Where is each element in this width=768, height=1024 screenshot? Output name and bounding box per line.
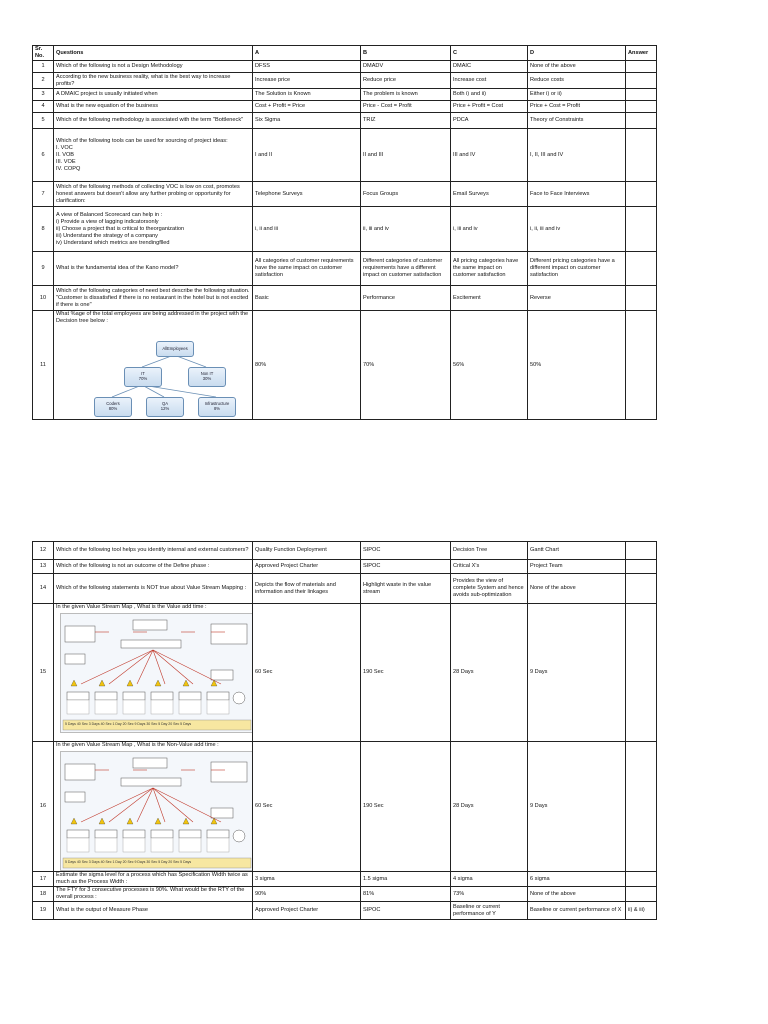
table-row (33, 604, 657, 742)
option-a: Increase price (253, 73, 361, 89)
data-box (95, 700, 117, 714)
option-c: All pricing categories have the same impact on customer satisfaction (451, 252, 528, 286)
col-header-d: D (528, 46, 626, 61)
questions-table-2 (32, 541, 657, 920)
answer-cell (626, 542, 657, 560)
row-number: 3 (33, 89, 54, 101)
process-box (207, 692, 229, 700)
control-box (133, 758, 167, 768)
question-text: A DMAIC project is usually initiated when (54, 89, 253, 101)
row-number: 13 (33, 560, 54, 574)
col-header-c: C (451, 46, 528, 61)
answer-cell (626, 73, 657, 89)
table-row (33, 129, 657, 182)
table-row (33, 872, 657, 887)
option-d: Reduce costs (528, 73, 626, 89)
option-c: 73% (451, 887, 528, 902)
row-number: 1 (33, 61, 54, 73)
answer-cell (626, 101, 657, 113)
option-a: The Solution is Known (253, 89, 361, 101)
option-c: Email Surveys (451, 182, 528, 207)
row-number: 6 (33, 129, 54, 182)
option-b: SIPOC (361, 560, 451, 574)
question-text (54, 742, 253, 872)
decision-tree-figure (94, 333, 253, 419)
data-box (67, 838, 89, 852)
tree-node-percent: 70% (138, 376, 148, 381)
option-a: All categories of customer requirements have the same impact on customer satisfaction (253, 252, 361, 286)
inventory-triangle (211, 818, 217, 824)
tree-node-label: QA (161, 401, 169, 406)
row-number: 7 (33, 182, 54, 207)
option-b: Reduce price (361, 73, 451, 89)
row-number: 2 (33, 73, 54, 89)
inventory-triangle (71, 680, 77, 686)
option-b: 81% (361, 887, 451, 902)
option-b: The problem is known (361, 89, 451, 101)
table-row (33, 252, 657, 286)
question-text: Which of the following statements is NOT true about Value Stream Mapping : (54, 574, 253, 604)
schedule-box (121, 640, 181, 648)
supplier-box (65, 764, 95, 780)
table-row (33, 560, 657, 574)
tree-node-nonit (188, 367, 226, 387)
answer-cell (626, 311, 657, 420)
option-a: 60 Sec (253, 742, 361, 872)
option-c: Increase cost (451, 73, 528, 89)
option-c: Critical X's (451, 560, 528, 574)
option-d: 9 Days (528, 604, 626, 742)
question-text: In the given Value Stream Map , What is the Non-Value add time : (56, 742, 219, 748)
info-arrow (81, 650, 153, 684)
answer-cell (626, 560, 657, 574)
option-a: DFSS (253, 61, 361, 73)
question-text: Which of the following tools can be used for sourcing of project ideas: I. VOC II. VOB III. VOE IV. COPQ (54, 129, 253, 182)
schedule-box (121, 778, 181, 786)
option-b: Different categories of customer requirements have a different impact on customer satisfaction (361, 252, 451, 286)
answer-cell (626, 252, 657, 286)
timeline-label: 5 Days 40 Sec 3 Days 40 Sec 1 Day 20 Sec 9 Days 30 Sec 5 Day 20 Sec 5 Days (65, 722, 192, 726)
timeline-label: 5 Days 40 Sec 3 Days 40 Sec 1 Day 20 Sec 9 Days 30 Sec 5 Day 20 Sec 5 Days (65, 860, 192, 864)
option-d: i, ii, iii and iv (528, 207, 626, 252)
col-header-sr: Sr. No. (33, 46, 54, 61)
tree-node-label: Infrastructure (204, 401, 230, 406)
question-text: In the given Value Stream Map , What is the Value add time : (56, 604, 207, 610)
answer-cell: ii) & iii) (626, 902, 657, 920)
table-row (33, 902, 657, 920)
customer-circle (233, 830, 245, 842)
question-text: According to the new business reality, what is the best way to increase profits? (54, 73, 253, 89)
data-box (123, 838, 145, 852)
data-box (123, 700, 145, 714)
option-a: Telephone Surveys (253, 182, 361, 207)
table-row (33, 207, 657, 252)
option-d: Face to Face Interviews (528, 182, 626, 207)
table-row (33, 542, 657, 560)
table-row (33, 286, 657, 311)
tree-node-it (124, 367, 162, 387)
answer-cell (626, 604, 657, 742)
process-box (67, 830, 89, 838)
table-row (33, 113, 657, 129)
option-c: 28 Days (451, 604, 528, 742)
option-a: 80% (253, 311, 361, 420)
inventory-triangle (211, 680, 217, 686)
tree-node-coders (94, 397, 132, 417)
option-c: DMAIC (451, 61, 528, 73)
option-a: Quality Function Deployment (253, 542, 361, 560)
option-b: 190 Sec (361, 604, 451, 742)
table-row (33, 89, 657, 101)
customer-box (211, 762, 247, 782)
question-text: What is the output of Measure Phase (54, 902, 253, 920)
answer-cell (626, 113, 657, 129)
row-number: 17 (33, 872, 54, 887)
question-text: What is the fundamental idea of the Kano model? (54, 252, 253, 286)
row-number: 15 (33, 604, 54, 742)
process-box (179, 830, 201, 838)
option-d: None of the above (528, 887, 626, 902)
question-text: What %age of the total employees are being addressed in the project with the Decision tree below : (56, 311, 249, 324)
question-text: A view of Balanced Scorecard can help in : i) Provide a view of lagging indicatorsonly ii) Choose a project that is critical to theorganization iii) Understand the strategy of a company iv) Understand which metrics are trendingflled (54, 207, 253, 252)
tree-node-percent: 12% (160, 406, 170, 411)
option-c: III and IV (451, 129, 528, 182)
option-d: I, II, III and IV (528, 129, 626, 182)
table-row (33, 742, 657, 872)
option-b: SIPOC (361, 902, 451, 920)
option-b: DMADV (361, 61, 451, 73)
process-box (151, 830, 173, 838)
option-a: i, ii and iii (253, 207, 361, 252)
answer-cell (626, 286, 657, 311)
tree-node-label: AllEmployees (162, 346, 188, 351)
answer-cell (626, 574, 657, 604)
info-arrow (109, 650, 153, 684)
option-a: I and II (253, 129, 361, 182)
option-c: 56% (451, 311, 528, 420)
option-b: Price - Cost = Profit (361, 101, 451, 113)
customer-box (211, 624, 247, 644)
answer-cell (626, 207, 657, 252)
col-header-answer: Answer (626, 46, 657, 61)
question-text: Which of the following methodology is associated with the term "Bottleneck" (54, 113, 253, 129)
value-stream-map-figure (60, 613, 253, 733)
info-arrow (137, 650, 153, 684)
process-box (179, 692, 201, 700)
process-box (123, 692, 145, 700)
data-box (179, 838, 201, 852)
option-d: Different pricing categories have a different impact on customer satisfaction (528, 252, 626, 286)
option-b: 190 Sec (361, 742, 451, 872)
truck-box (65, 654, 85, 664)
row-number: 10 (33, 286, 54, 311)
option-c: 28 Days (451, 742, 528, 872)
inventory-triangle (183, 680, 189, 686)
table-row (33, 61, 657, 73)
data-box (151, 700, 173, 714)
process-box (67, 692, 89, 700)
data-box (67, 700, 89, 714)
option-a: Depicts the flow of materials and information and their linkages (253, 574, 361, 604)
answer-cell (626, 742, 657, 872)
table-row (33, 73, 657, 89)
option-b: II and III (361, 129, 451, 182)
header-row (33, 46, 657, 61)
option-b: Focus Groups (361, 182, 451, 207)
data-box (151, 838, 173, 852)
table-row (33, 311, 657, 420)
process-box (95, 830, 117, 838)
answer-cell (626, 182, 657, 207)
option-d: 9 Days (528, 742, 626, 872)
option-d: Project Team (528, 560, 626, 574)
question-text: Estimate the sigma level for a process which has Specification Width twice as much as the Process Width : (54, 872, 253, 887)
option-c: Baseline or current performance of Y (451, 902, 528, 920)
option-c: Both i) and ii) (451, 89, 528, 101)
option-d: Gantt Chart (528, 542, 626, 560)
value-stream-map-figure (60, 751, 253, 871)
col-header-b: B (361, 46, 451, 61)
option-c: PDCA (451, 113, 528, 129)
option-c: Price + Profit = Cost (451, 101, 528, 113)
customer-circle (233, 692, 245, 704)
question-text: The FTY for 3 consecutive processes is 90%. What would be the RTY of the overall process : (54, 887, 253, 902)
data-box (207, 838, 229, 852)
option-b: ii, iii and iv (361, 207, 451, 252)
info-arrow (109, 788, 153, 822)
tree-node-percent: 30% (202, 376, 212, 381)
option-c: Provides the view of complete System and hence avoids sub-optimization (451, 574, 528, 604)
option-d: Theory of Constraints (528, 113, 626, 129)
col-header-a: A (253, 46, 361, 61)
questions-table-1 (32, 45, 657, 420)
info-arrow (137, 788, 153, 822)
table-row (33, 182, 657, 207)
tree-node-percent: 8% (213, 406, 221, 411)
process-box (123, 830, 145, 838)
data-box (95, 838, 117, 852)
question-text (54, 604, 253, 742)
inventory-triangle (155, 680, 161, 686)
question-text (54, 311, 253, 420)
option-d: None of the above (528, 61, 626, 73)
row-number: 11 (33, 311, 54, 420)
tree-node-infra (198, 397, 236, 417)
option-c: 4 sigma (451, 872, 528, 887)
option-b: 1.5 sigma (361, 872, 451, 887)
inventory-triangle (127, 818, 133, 824)
option-d: Either i) or ii) (528, 89, 626, 101)
option-a: Basic (253, 286, 361, 311)
question-text: Which of the following categories of need best describe the following situation. "Customer is dissatisfied if there is no restaurant in the hotel but is not excited if there is one" (54, 286, 253, 311)
data-box (207, 700, 229, 714)
row-number: 14 (33, 574, 54, 604)
option-a: 60 Sec (253, 604, 361, 742)
option-b: Performance (361, 286, 451, 311)
tree-node-qa (146, 397, 184, 417)
option-a: Approved Project Charter (253, 902, 361, 920)
inventory-triangle (71, 818, 77, 824)
option-d: Baseline or current performance of X (528, 902, 626, 920)
answer-cell (626, 89, 657, 101)
process-box (151, 692, 173, 700)
tree-node-root (156, 341, 194, 357)
row-number: 16 (33, 742, 54, 872)
option-d: 50% (528, 311, 626, 420)
question-text: Which of the following tool helps you identify internal and external customers? (54, 542, 253, 560)
tree-node-label: IT (141, 371, 145, 376)
option-c: i, iii and iv (451, 207, 528, 252)
option-b: 70% (361, 311, 451, 420)
table-row (33, 101, 657, 113)
tree-node-label: Coders (106, 401, 120, 406)
table-row (33, 574, 657, 604)
row-number: 4 (33, 101, 54, 113)
option-d: None of the above (528, 574, 626, 604)
option-b: TRIZ (361, 113, 451, 129)
option-d: Reverse (528, 286, 626, 311)
col-header-questions: Questions (54, 46, 253, 61)
row-number: 18 (33, 887, 54, 902)
row-number: 5 (33, 113, 54, 129)
shipping-box (211, 670, 233, 680)
inventory-triangle (155, 818, 161, 824)
inventory-triangle (99, 680, 105, 686)
control-box (133, 620, 167, 630)
inventory-triangle (183, 818, 189, 824)
process-box (207, 830, 229, 838)
option-d: 6 sigma (528, 872, 626, 887)
option-c: Excitement (451, 286, 528, 311)
info-arrow (81, 788, 153, 822)
option-b: Highlight waste in the value stream (361, 574, 451, 604)
option-a: Six Sigma (253, 113, 361, 129)
option-a: Approved Project Charter (253, 560, 361, 574)
truck-box (65, 792, 85, 802)
row-number: 19 (33, 902, 54, 920)
question-text: Which of the following is not a Design Methodology (54, 61, 253, 73)
option-b: SIPOC (361, 542, 451, 560)
option-a: 90% (253, 887, 361, 902)
answer-cell (626, 61, 657, 73)
tree-node-label: Non IT (200, 371, 214, 376)
answer-cell (626, 129, 657, 182)
question-text: Which of the following methods of collecting VOC is low on cost, promotes honest answers but doesn't allow any further probing or opportunity for clarification: (54, 182, 253, 207)
option-a: 3 sigma (253, 872, 361, 887)
inventory-triangle (127, 680, 133, 686)
supplier-box (65, 626, 95, 642)
data-box (179, 700, 201, 714)
inventory-triangle (99, 818, 105, 824)
table-row (33, 887, 657, 902)
row-number: 12 (33, 542, 54, 560)
process-box (95, 692, 117, 700)
option-a: Cost + Profit = Price (253, 101, 361, 113)
option-d: Price + Cost = Profit (528, 101, 626, 113)
question-text: What is the new equation of the business (54, 101, 253, 113)
question-text: Which of the following is not an outcome of the Define phase : (54, 560, 253, 574)
row-number: 8 (33, 207, 54, 252)
row-number: 9 (33, 252, 54, 286)
shipping-box (211, 808, 233, 818)
tree-node-percent: 80% (108, 406, 118, 411)
option-c: Decision Tree (451, 542, 528, 560)
answer-cell (626, 872, 657, 887)
answer-cell (626, 887, 657, 902)
